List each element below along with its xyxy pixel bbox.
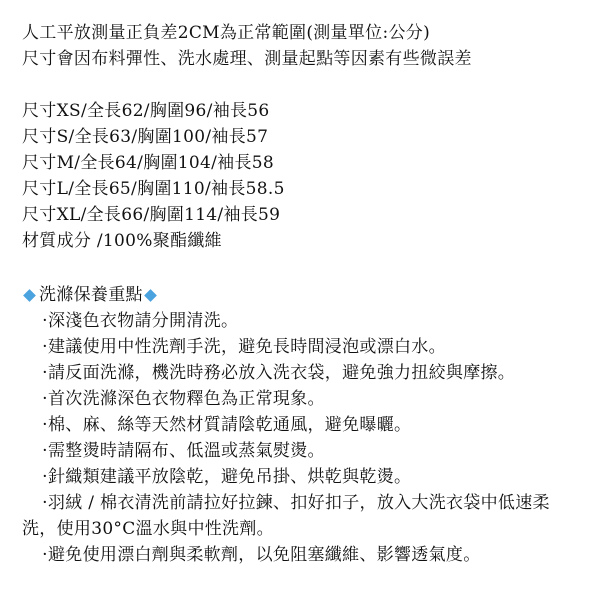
material-info: 材質成分 /100%聚酯纖維 [22,231,222,251]
bullet-dot: · [42,441,48,461]
size-row-s: 尺寸S/全長63/胸圍100/袖長57 [22,127,269,147]
bullet-dot: · [42,337,48,357]
product-info-text [22,20,582,568]
spacer [22,254,582,280]
care-title-text: 洗滌保養重點 [39,285,143,305]
measurement-disclaimer: 尺寸會因布料彈性、洗水處理、測量起點等因素有些微誤差 [22,49,472,69]
size-row-xl: 尺寸XL/全長66/胸圍114/袖長59 [22,205,281,225]
bullet-dot: · [42,415,48,435]
spacer [22,72,582,98]
measurement-note: 人工平放測量正負差2CM為正常範圍(測量單位:公分) [22,23,431,43]
size-row-xs: 尺寸XS/全長62/胸圍96/袖長56 [22,101,270,121]
bullet-dot: · [42,545,48,565]
size-row-l: 尺寸L/全長65/胸圍110/袖長58.5 [22,179,285,199]
care-item: ·首次洗滌深色衣物釋色為正常現象。 [22,386,582,412]
bullet-dot: · [42,363,48,383]
care-item: ·建議使用中性洗劑手洗，避免長時間浸泡或漂白水。 [22,334,582,360]
diamond-icon [144,289,157,302]
care-item: ·羽絨 / 棉衣清洗前請拉好拉鍊、扣好扣子，放入大洗衣袋中低速柔洗，使用30°C溫水與中性洗劑。 [22,490,582,542]
care-section-title [22,282,582,308]
care-item: ·棉、麻、絲等天然材質請陰乾通風，避免曝曬。 [22,412,582,438]
bullet-dot: · [42,389,48,409]
care-item: ·需整燙時請隔布、低溫或蒸氣熨燙。 [22,438,582,464]
bullet-dot: · [42,493,48,513]
care-item: ·針織類建議平放陰乾，避免吊掛、烘乾與乾燙。 [22,464,582,490]
bullet-dot: · [42,467,48,487]
care-item: ·避免使用漂白劑與柔軟劑，以免阻塞纖維、影響透氣度。 [22,542,582,568]
size-row-m: 尺寸M/全長64/胸圍104/袖長58 [22,153,275,173]
bullet-dot: · [42,311,48,331]
care-item: ·請反面洗滌，機洗時務必放入洗衣袋，避免強力扭絞與摩擦。 [22,360,582,386]
diamond-icon [23,289,36,302]
care-item: ·深淺色衣物請分開清洗。 [22,308,582,334]
